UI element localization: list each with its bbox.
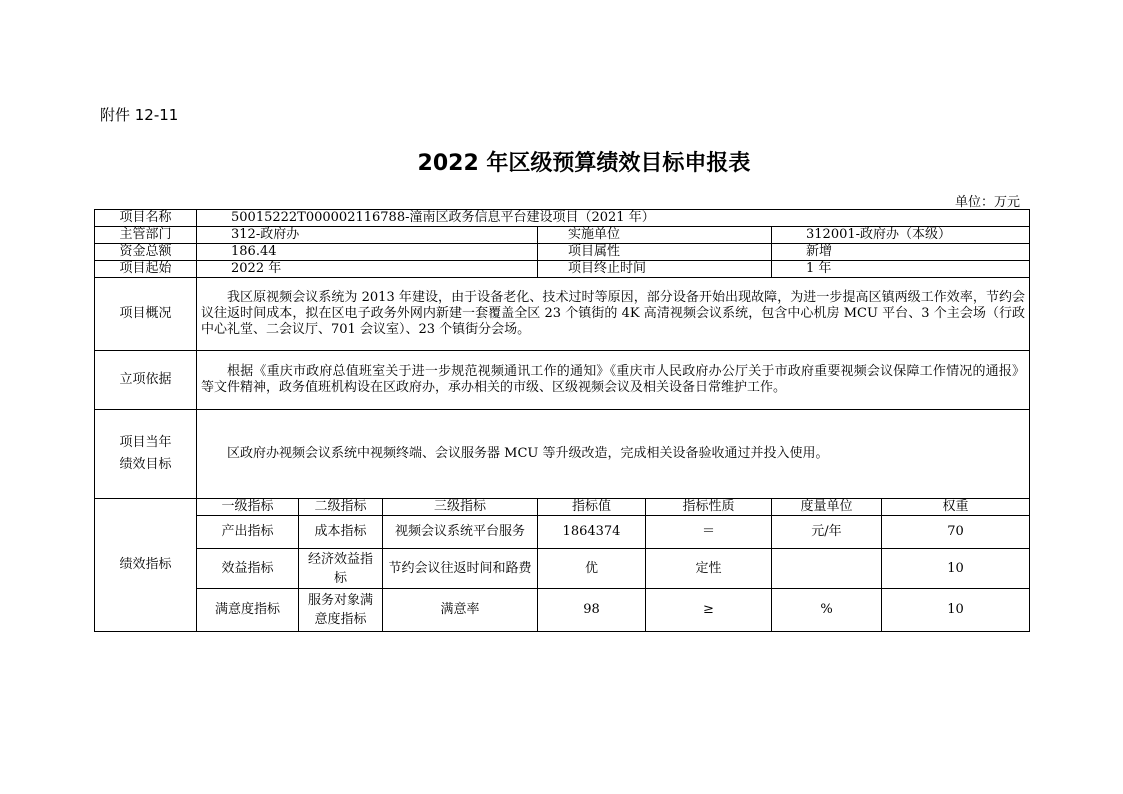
- project-name-label: 项目名称: [95, 210, 197, 227]
- end-label: 项目终止时间: [538, 261, 772, 278]
- indicator-cell: 满意度指标: [197, 589, 299, 632]
- indicator-row: [95, 549, 1030, 589]
- indicator-cell: 效益指标: [197, 549, 299, 589]
- unit-label: 单位：万元: [954, 195, 1020, 210]
- header-cell: 权重: [882, 499, 1030, 516]
- indicator-cell: 1864374: [538, 516, 646, 549]
- end-value: 1 年: [772, 261, 1030, 278]
- table-row: [95, 227, 1030, 244]
- table-row: [95, 351, 1030, 410]
- goal-label: [95, 410, 197, 499]
- table-row: [95, 210, 1030, 227]
- table-row: [95, 244, 1030, 261]
- indicator-cell: 满意率: [383, 589, 538, 632]
- attachment-label: 附件 12-11: [100, 106, 179, 124]
- goal-label-line1: 项目当年: [119, 435, 172, 450]
- indicators-label: 绩效指标: [95, 499, 197, 632]
- indicator-row: [95, 589, 1030, 632]
- indicator-cell: [772, 549, 882, 589]
- fund-value: 186.44: [197, 244, 538, 261]
- indicator-cell: 定性: [646, 549, 772, 589]
- header-cell: 度量单位: [772, 499, 882, 516]
- goal-label-line2: 绩效目标: [119, 457, 172, 472]
- start-value: 2022 年: [197, 261, 538, 278]
- header-cell: 指标性质: [646, 499, 772, 516]
- dept-label: 主管部门: [95, 227, 197, 244]
- header-cell: 一级指标: [197, 499, 299, 516]
- start-label: 项目起始: [95, 261, 197, 278]
- page-title: 2022 年区级预算绩效目标申报表: [417, 151, 751, 176]
- header-cell: 二级指标: [299, 499, 383, 516]
- table-row: [95, 278, 1030, 351]
- fund-label: 资金总额: [95, 244, 197, 261]
- indicator-cell: 优: [538, 549, 646, 589]
- indicator-cell: 节约会议往返时间和路费: [383, 549, 538, 589]
- overview-label: 项目概况: [95, 278, 197, 351]
- attr-label: 项目属性: [538, 244, 772, 261]
- header-cell: 指标值: [538, 499, 646, 516]
- dept-value: 312-政府办: [197, 227, 538, 244]
- indicator-cell: 70: [882, 516, 1030, 549]
- attr-value: 新增: [772, 244, 1030, 261]
- indicator-cell: ≥: [646, 589, 772, 632]
- budget-table: [94, 209, 1030, 632]
- indicator-cell: 服务对象满意度指标: [299, 589, 383, 632]
- indicator-cell: 元/年: [772, 516, 882, 549]
- impl-unit-label: 实施单位: [538, 227, 772, 244]
- basis-label: 立项依据: [95, 351, 197, 410]
- indicator-cell: 10: [882, 589, 1030, 632]
- indicator-row: [95, 516, 1030, 549]
- indicator-cell: 成本指标: [299, 516, 383, 549]
- indicator-cell: 10: [882, 549, 1030, 589]
- basis-text: 根据《重庆市政府总值班室关于进一步规范视频通讯工作的通知》《重庆市人民政府办公厅关于市政府重要视频会议保障工作情况的通报》等文件精神，政务值班机构设在区政府办，承办相关的市级、区级视频会议及相关设备日常维护工作。: [197, 351, 1030, 410]
- indicator-cell: %: [772, 589, 882, 632]
- table-row: [95, 410, 1030, 499]
- project-name-value: 50015222T000002116788-潼南区政务信息平台建设项目（2021 年）: [197, 210, 1030, 227]
- overview-text: 我区原视频会议系统为 2013 年建设，由于设备老化、技术过时等原因，部分设备开始出现故障，为进一步提高区镇两级工作效率，节约会议往返时间成本，拟在区电子政务外网内新建一套覆盖全区 23 个镇街的 4K 高清视频会议系统，包含中心机房 MCU 平台、3 个主会场（行政中心礼堂、二会议厅、701 会议室）、23 个镇街分会场。: [197, 278, 1030, 351]
- goal-text: 区政府办视频会议系统中视频终端、会议服务器 MCU 等升级改造，完成相关设备验收通过并投入使用。: [197, 410, 1030, 499]
- indicator-header-row: [95, 499, 1030, 516]
- indicator-cell: 视频会议系统平台服务: [383, 516, 538, 549]
- indicator-cell: 98: [538, 589, 646, 632]
- table-row: [95, 261, 1030, 278]
- indicator-cell: ＝: [646, 516, 772, 549]
- indicator-cell: 产出指标: [197, 516, 299, 549]
- indicator-cell: 经济效益指标: [299, 549, 383, 589]
- header-cell: 三级指标: [383, 499, 538, 516]
- impl-unit-value: 312001-政府办（本级）: [772, 227, 1030, 244]
